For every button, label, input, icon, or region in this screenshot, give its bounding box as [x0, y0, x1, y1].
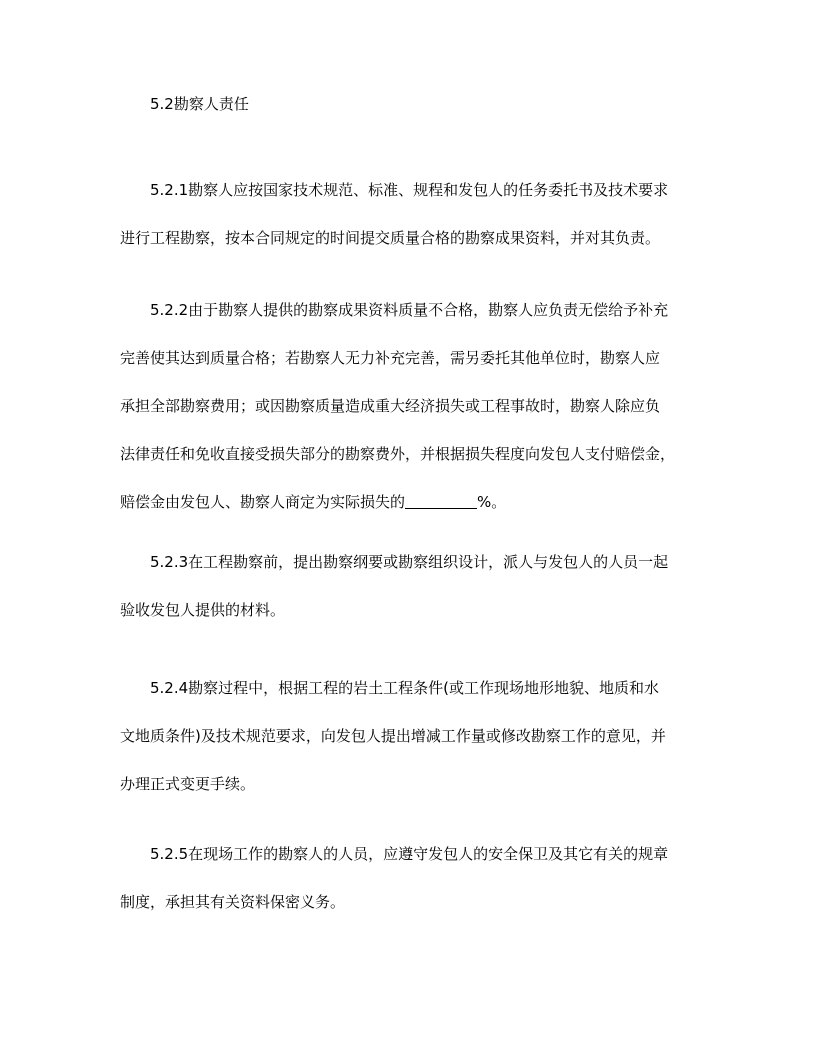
- section-heading: 5.2勘察人责任: [150, 95, 249, 113]
- clause-line-with-blank: [120, 492, 700, 512]
- clause-line: 5.2.4勘察过程中，根据工程的岩土工程条件(或工作现场地形地貌、地质和水: [150, 679, 660, 697]
- clause-line: 5.2.5在现场工作的勘察人的人员，应遵守发包人的安全保卫及其它有关的规章: [150, 845, 669, 863]
- fill-in-blank: [405, 494, 477, 509]
- clause-line: 法律责任和免收直接受损失部分的勘察费外，并根据损失程度向发包人支付赔偿金，: [120, 445, 676, 463]
- clause-line: 制度，承担其有关资料保密义务。: [120, 893, 346, 911]
- percent-sign: %。: [477, 493, 507, 511]
- clause-line: 5.2.3在工程勘察前，提出勘察纲要或勘察组织设计，派人与发包人的人员一起: [150, 553, 669, 571]
- clause-line: 文地质条件)及技术规范要求，向发包人提出增减工作量或修改勘察工作的意见，并: [120, 727, 666, 745]
- clause-5-2-3: [120, 552, 700, 620]
- clause-line: 验收发包人提供的材料。: [120, 601, 286, 619]
- clause-line: 5.2.1勘察人应按国家技术规范、标准、规程和发包人的任务委托书及技术要求: [150, 181, 669, 199]
- clause-line: 完善使其达到质量合格；若勘察人无力补充完善，需另委托其他单位时，勘察人应: [120, 349, 661, 367]
- clause-5-2-5: [120, 844, 700, 912]
- clause-line: 办理正式变更手续。: [120, 775, 256, 793]
- clause-text: 赔偿金由发包人、勘察人商定为实际损失的: [120, 493, 406, 511]
- clause-5-2-1: [120, 180, 700, 248]
- clause-line: 承担全部勘察费用；或因勘察质量造成重大经济损失或工程事故时，勘察人除应负: [120, 397, 661, 415]
- clause-5-2-2: [120, 300, 700, 512]
- clause-line: 5.2.2由于勘察人提供的勘察成果资料质量不合格，勘察人应负责无偿给予补充: [150, 301, 669, 319]
- clause-5-2-4: [120, 678, 700, 794]
- clause-line: 进行工程勘察，按本合同规定的时间提交质量合格的勘察成果资料，并对其负责。: [120, 229, 661, 247]
